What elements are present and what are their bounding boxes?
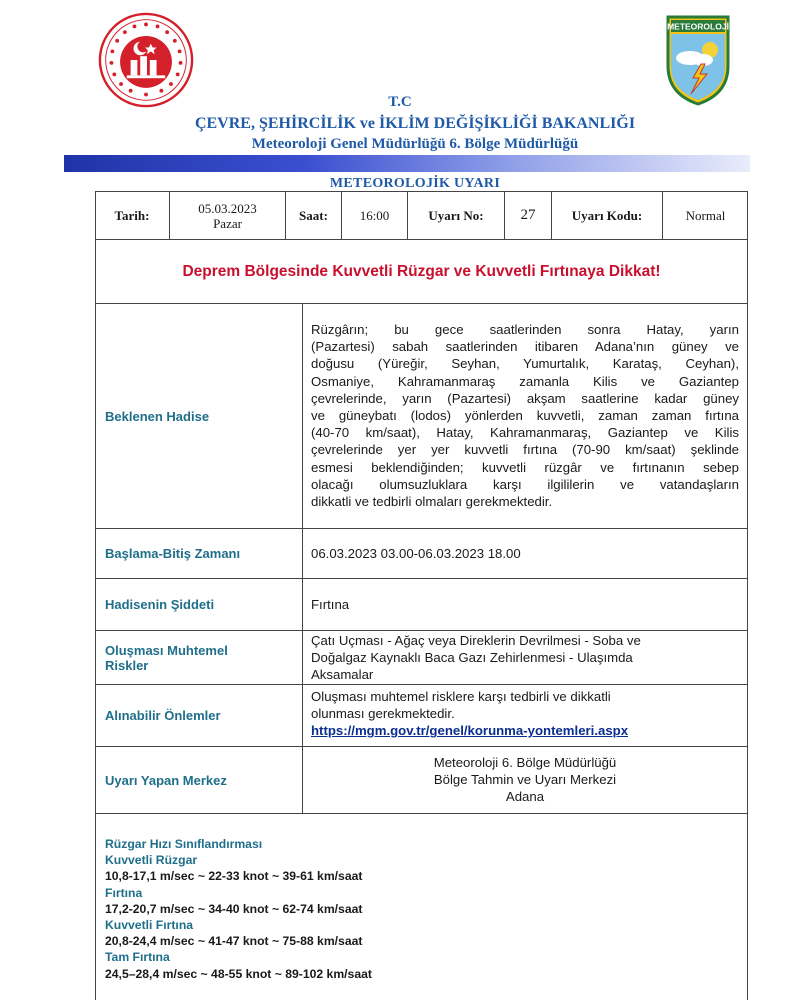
class-value: 20,8-24,4 m/sec ~ 41-47 knot ~ 75-88 km/saat — [105, 934, 363, 949]
header-tc: T.C — [388, 94, 412, 110]
measures-text — [303, 685, 748, 746]
header-band — [64, 155, 750, 172]
risks-line: Çatı Uçması - Ağaç veya Direklerin Devrilmesi - Soba ve — [311, 633, 641, 648]
wind-classification — [105, 836, 705, 982]
row-expected-event — [95, 304, 748, 529]
headline-box — [95, 240, 748, 304]
measures-line: olunması gerekmektedir. — [311, 706, 455, 722]
expected-event-text — [303, 304, 748, 528]
severity-label: Hadisenin Şiddeti — [95, 579, 303, 630]
event-line: (40-70 km/saat), Hatay, Kahramanmaraş, Gaziantep ve Kilis — [311, 425, 739, 441]
class-value: 24,5–28,4 m/sec ~ 48-55 knot ~ 89-102 km/saat — [105, 966, 372, 981]
risks-label-line: Oluşması Muhtemel — [105, 642, 228, 658]
measures-line: Oluşması muhtemel risklere karşı tedbirli ve dikkatli — [311, 689, 611, 704]
risks-line: Aksamalar — [311, 667, 374, 683]
warning-code-label: Uyarı Kodu: — [552, 191, 663, 240]
event-line: Rüzgârın; bu gece saatlerinden sonra Hatay, yarın — [311, 322, 739, 337]
class-name: Fırtına — [105, 885, 143, 900]
headline: Deprem Bölgesinde Kuvvetli Rüzgar ve Kuvvetli Fırtınaya Dikkat! — [182, 262, 661, 280]
measures-label: Alınabilir Önlemler — [95, 685, 303, 746]
date-value: 05.03.2023 — [198, 200, 257, 216]
class-value: 10,8-17,1 m/sec ~ 22-33 knot ~ 39-61 km/saat — [105, 869, 363, 884]
class-value: 17,2-20,7 m/sec ~ 34-40 knot ~ 62-74 km/saat — [105, 901, 363, 916]
warning-code-value: Normal — [685, 208, 726, 223]
row-start-end — [95, 529, 748, 579]
header-ministry: ÇEVRE, ŞEHİRCİLİK ve İKLİM DEĞİŞİKLİĞİ BAKANLIĞI — [194, 115, 636, 132]
time-label: Saat: — [286, 191, 342, 240]
meteoroloji-logo-text: METEOROLOJİ — [667, 21, 729, 32]
event-line: çevrelerinde yer yer kuvvetli fırtına (70-90 km/saat) şeklinde — [311, 442, 739, 458]
event-line: olacağı olumsuzluklara karşı ilgililerin ve vatandaşların — [311, 476, 739, 492]
risks-line: Doğalgaz Kaynaklı Baca Gazı Zehirlenmesi - Ulaşımda — [311, 650, 633, 666]
row-issuing-center — [95, 747, 748, 814]
warning-no-label: Uyarı No: — [408, 191, 505, 240]
classification-title: Rüzgar Hızı Sınıflandırması — [105, 837, 263, 851]
severity-value: Fırtına — [311, 596, 350, 612]
risks-label-line: Riskler — [105, 657, 149, 673]
event-line: esmesi beklendiğinden; kuvvetli rüzgâr ve fırtınanın sebep — [311, 459, 739, 475]
risks-text — [303, 631, 748, 684]
class-name: Kuvvetli Fırtına — [105, 918, 194, 933]
day-value: Pazar — [213, 215, 242, 231]
protection-methods-link[interactable]: https://mgm.gov.tr/genel/korunma-yontemleri.aspx — [311, 723, 629, 739]
meteoroloji-shield-icon — [665, 14, 731, 106]
center-line: Bölge Tahmin ve Uyarı Merkezi — [433, 772, 617, 788]
event-line: ve güneybatı (lodos) yönlerden kuvvetli, zaman zaman fırtına — [311, 408, 739, 424]
header-region: Meteoroloji Genel Müdürlüğü 6. Bölge Müdürlüğü — [251, 136, 579, 152]
event-line: çevrelerinde, yarın (Pazartesi) akşam saatlerine kadar güney — [311, 390, 739, 406]
warning-no-value: 27 — [505, 191, 552, 240]
time-value: 16:00 — [342, 191, 408, 240]
event-line: doğusu (Yüreğir, Seyhan, Yumurtalık, Karataş, Ceyhan), — [311, 356, 739, 372]
start-end-value: 06.03.2023 03.00-06.03.2023 18.00 — [311, 545, 521, 561]
expected-event-label: Beklenen Hadise — [95, 304, 303, 528]
class-name: Kuvvetli Rüzgar — [105, 853, 198, 868]
start-end-label: Başlama-Bitiş Zamanı — [95, 529, 303, 578]
center-line: Adana — [505, 789, 545, 805]
class-name: Tam Fırtına — [105, 950, 170, 965]
info-row — [95, 191, 748, 240]
event-line: Osmaniye, Kahramanmaraş zamanla Kilis ve Gaziantep — [311, 373, 739, 389]
issuing-center-text — [303, 747, 748, 813]
event-line: dikkatli ve tedbirli olmaları gerekmektedir. — [311, 494, 553, 510]
row-severity — [95, 579, 748, 631]
row-risks — [95, 631, 748, 685]
center-line: Meteoroloji 6. Bölge Müdürlüğü — [433, 755, 617, 770]
risks-label — [95, 631, 303, 684]
date-cell — [170, 191, 286, 240]
row-measures — [95, 685, 748, 747]
event-line: (Pazartesi) sabah saatlerinden itibaren Adana’nın güney ve — [311, 339, 739, 355]
issuing-center-label: Uyarı Yapan Merkez — [95, 747, 303, 813]
warning-title: METEOROLOJİK UYARI — [329, 176, 501, 191]
date-label: Tarih: — [95, 191, 170, 240]
